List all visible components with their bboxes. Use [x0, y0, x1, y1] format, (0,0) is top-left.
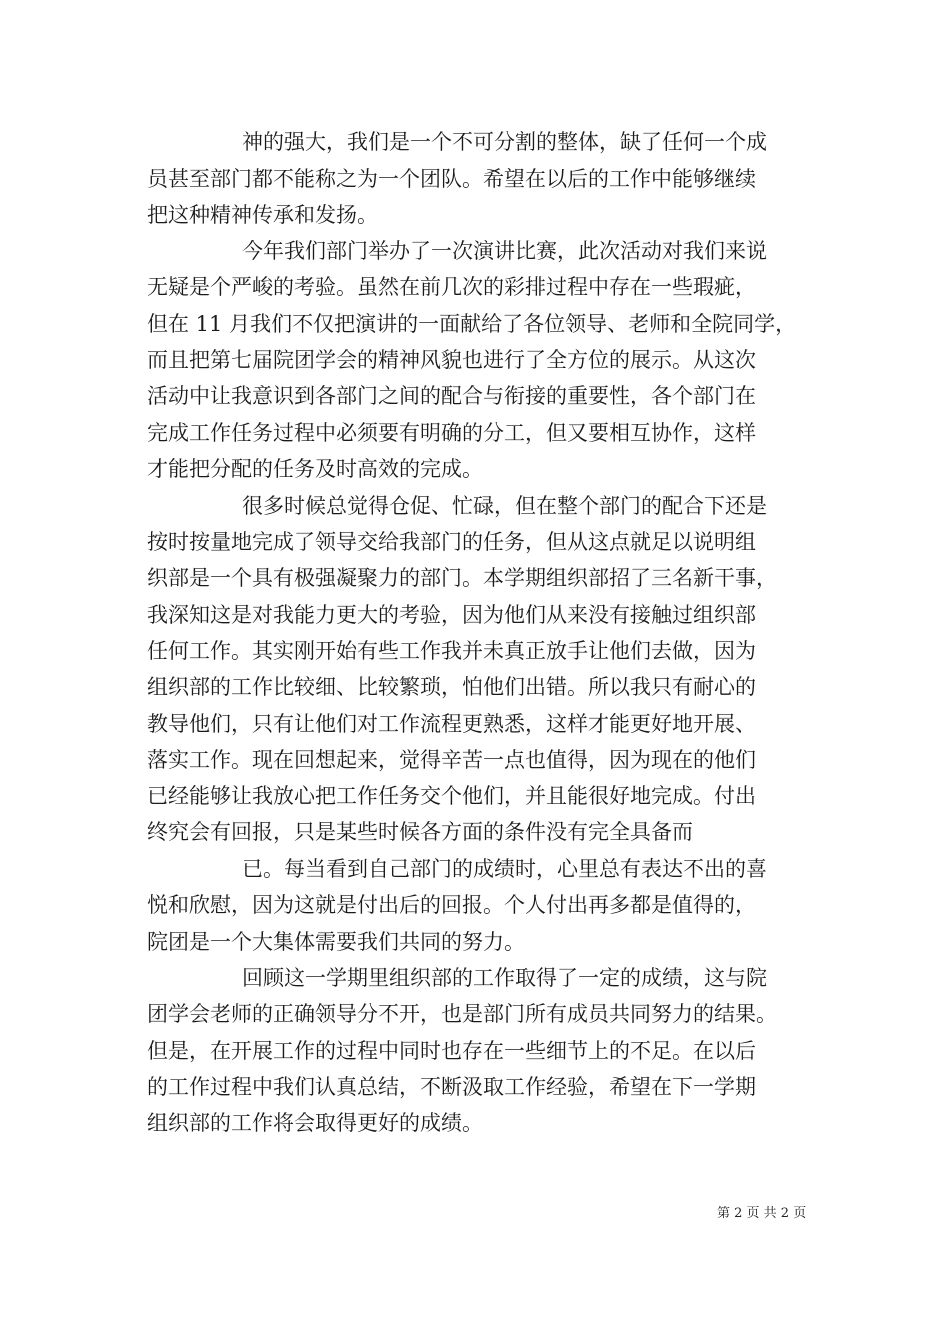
- text-line: 教导他们，只有让他们对工作流程更熟悉，这样才能更好地开展、: [147, 712, 756, 736]
- text-line: 员甚至部门都不能称之为一个团队。希望在以后的工作中能够继续: [147, 167, 756, 191]
- text-line: 的工作过程中我们认真总结，不断汲取工作经验，希望在下一学期: [147, 1075, 756, 1099]
- text-line: 今年我们部门举办了一次演讲比赛，此次活动对我们来说: [242, 239, 767, 263]
- text-line: 终究会有回报，只是某些时候各方面的条件没有完全具备而: [147, 820, 693, 844]
- text-line: 团学会老师的正确领导分不开，也是部门所有成员共同努力的结果。: [147, 1002, 777, 1026]
- text-line: 而且把第七届院团学会的精神风貌也进行了全方位的展示。从这次: [147, 348, 756, 372]
- text-line: 很多时候总觉得仓促、忙碌，但在整个部门的配合下还是: [242, 494, 767, 518]
- text-line: 任何工作。其实刚开始有些工作我并未真正放手让他们去做，因为: [147, 639, 756, 663]
- text-line: 组织部的工作比较细、比较繁琐，怕他们出错。所以我只有耐心的: [147, 675, 756, 699]
- text-line: 才能把分配的任务及时高效的完成。: [147, 457, 483, 481]
- text-line: 落实工作。现在回想起来，觉得辛苦一点也值得，因为现在的他们: [147, 748, 756, 772]
- text-line: 回顾这一学期里组织部的工作取得了一定的成绩，这与院: [242, 966, 767, 990]
- text-line: 完成工作任务过程中必须要有明确的分工，但又要相互协作，这样: [147, 421, 756, 445]
- text-line: 但是，在开展工作的过程中同时也存在一些细节上的不足。在以后: [147, 1039, 756, 1063]
- text-line: 院团是一个大集体需要我们共同的努力。: [147, 930, 525, 954]
- text-line: 已经能够让我放心把工作任务交个他们，并且能很好地完成。付出: [147, 784, 756, 808]
- text-line: 但在 11 月我们不仅把演讲的一面献给了各位领导、老师和全院同学，: [147, 312, 797, 336]
- text-line: 已。每当看到自己部门的成绩时，心里总有表达不出的喜: [242, 857, 767, 881]
- text-line: 我深知这是对我能力更大的考验，因为他们从来没有接触过组织部: [147, 603, 756, 627]
- text-line: 按时按量地完成了领导交给我部门的任务，但从这点就足以说明组: [147, 530, 756, 554]
- text-line: 无疑是个严峻的考验。虽然在前几次的彩排过程中存在一些瑕疵，: [147, 275, 756, 299]
- text-line: 把这种精神传承和发扬。: [147, 203, 378, 227]
- text-line: 悦和欣慰，因为这就是付出后的回报。个人付出再多都是值得的，: [147, 893, 756, 917]
- text-line: 活动中让我意识到各部门之间的配合与衔接的重要性，各个部门在: [147, 384, 756, 408]
- text-line: 组织部的工作将会取得更好的成绩。: [147, 1111, 483, 1135]
- page-number: 第 2 页 共 2 页: [717, 1206, 807, 1221]
- text-line: 神的强大，我们是一个不可分割的整体，缺了任何一个成: [242, 130, 767, 154]
- text-line: 织部是一个具有极强凝聚力的部门。本学期组织部招了三名新干事，: [147, 566, 777, 590]
